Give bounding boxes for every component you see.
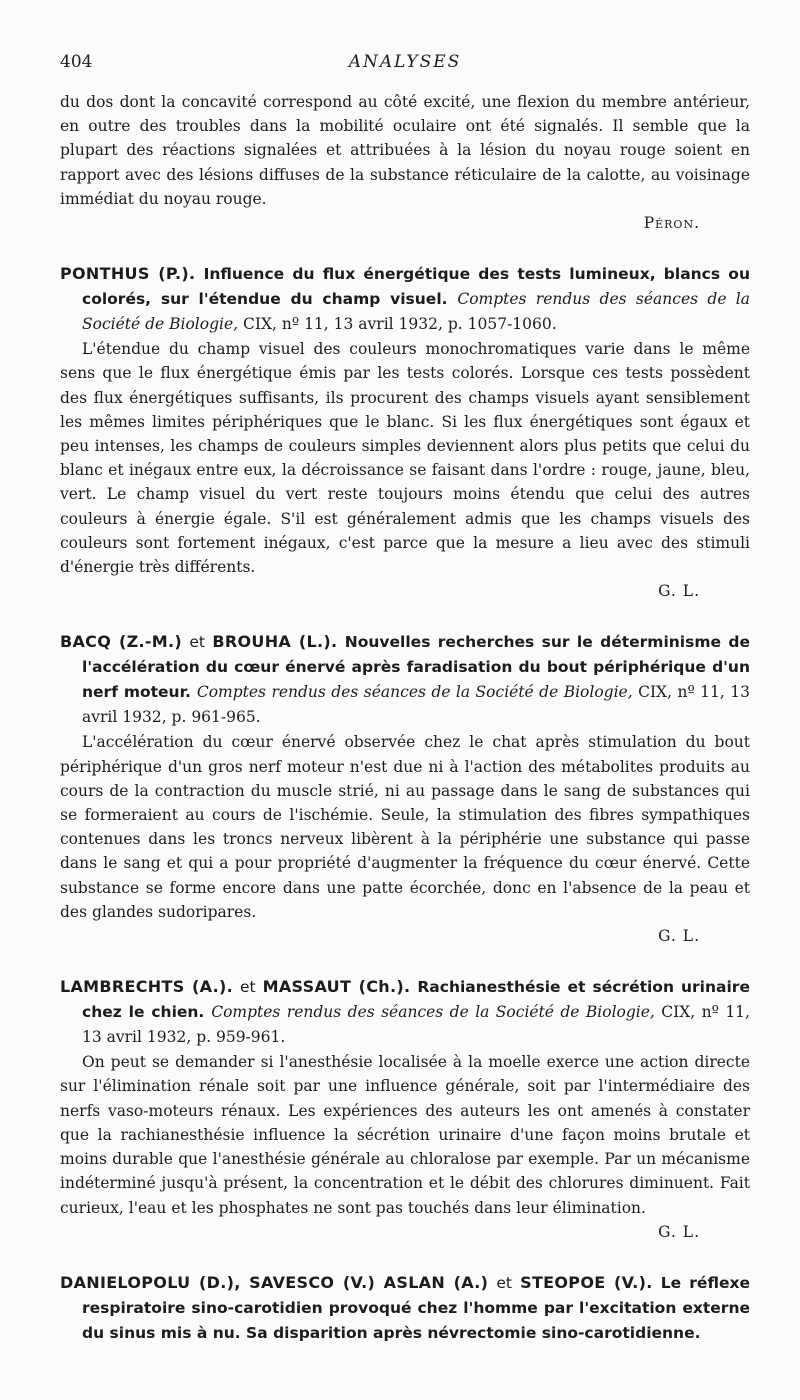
entry-authors-second: BROUHA (L.). [212, 632, 338, 652]
page-content [60, 90, 750, 1346]
entry-body: On peut se demander si l'anesthésie localisée à la moelle exerce une action directe sur l'élimination rénale soit par une influence générale, soit par l'intermédiaire des nerfs vaso-moteurs rénaux. Les expériences des auteurs les ont amenés à constater que la rachianesthésie influence la sécrétion urinaire d'une façon moins brutale et moins durable que l'anesthésie générale au chloralose par exemple. Par un mécanisme indéterminé jusqu'à présent, la concentration et le débit des chlorures diminuent. Fait curieux, l'eau et les phosphates ne sont pas touchés dans leur élimination. [60, 1053, 750, 1217]
review-entry-lambrechts-massaut [60, 974, 750, 1244]
entry-heading [60, 1270, 750, 1346]
entry-authors-connector: et [189, 633, 206, 652]
entry-authors-connector: et [239, 978, 256, 997]
entry-title: Influence du flux énergétique des tests lumineux, blancs ou colorés, sur l'étendue du champ visuel. [82, 265, 750, 309]
entry-title: Le réflexe respiratoire sino-carotidien provoqué chez l'homme par l'excitation externe du sinus mis à nu. Sa disparition après névrectomie sino-carotidienne. [82, 1273, 750, 1342]
page-number: 404 [60, 52, 93, 72]
entry-journal: Comptes rendus des séances de la Société de Biologie, [196, 683, 633, 702]
review-entry-bacq-brouha [60, 629, 750, 948]
running-title: ANALYSES [348, 52, 462, 72]
entry-heading [60, 974, 750, 1050]
entry-signature: G. L. [658, 582, 700, 601]
entry-authors: PONTHUS (P.). [60, 264, 196, 284]
entry-authors-first: BACQ (Z.-M.) [60, 632, 183, 652]
entry-details: CIX, nº 11, 13 avril 1932, p. 961-965. [82, 683, 750, 727]
entry-details: CIX, nº 11, 13 avril 1932, p. 1057-1060. [243, 315, 557, 334]
entry-heading [60, 261, 750, 337]
entry-journal: Comptes rendus des séances de la Société de Biologie, [82, 290, 751, 334]
continued-review [60, 90, 750, 235]
continued-paragraph: du dos dont la concavité correspond au côté excité, une flexion du membre antérieur, en outre des troubles dans la mobilité oculaire ont été signalés. Il semble que la plupart des réactions signalées et attribuées à la lésion du noyau rouge soient en rapport avec des lésions diffuses de la substance réticulaire de la calotte, au voisinage immédiat du noyau rouge. [60, 93, 750, 208]
entry-authors-second: MASSAUT (Ch.). [262, 977, 411, 997]
entry-authors-connector: et [496, 1273, 512, 1292]
review-entry-ponthus [60, 261, 750, 603]
entry-body: L'étendue du champ visuel des couleurs monochromatiques varie dans le même sens que le flux énergétique émis par les tests colorés. Lorsque ces tests possèdent des flux énergétiques suffisants, ils procurent des champs visuels ayant sensiblement les mêmes limites périphériques que le blanc. Si les flux énergétiques sont égaux et peu intenses, les champs de couleurs simples deviennent alors plus petits que celui du blanc et inégaux entre eux, la décroissance se faisant dans l'ordre : rouge, jaune, bleu, vert. Le champ visuel du vert reste toujours moins étendu que celui des autres couleurs à énergie égale. S'il est généralement admis que les champs visuels des couleurs sont fortement inégaux, c'est parce que la mesure a lieu avec des stimuli d'énergie très différents. [60, 340, 750, 577]
entry-details: CIX, nº 11, 13 avril 1932, p. 959-961. [82, 1003, 750, 1047]
entry-authors-second: STEOPOE (V.). [520, 1272, 653, 1292]
page-header [60, 52, 750, 80]
entry-authors-first: LAMBRECHTS (A.). [60, 977, 233, 997]
entry-signature: G. L. [658, 927, 700, 946]
entry-journal: Comptes rendus des séances de la Société de Biologie, [211, 1003, 655, 1022]
entry-authors-first: DANIELOPOLU (D.), SAVESCO (V.) ASLAN (A.) [60, 1272, 489, 1292]
entry-signature: G. L. [658, 1222, 700, 1241]
entry-body: L'accélération du cœur énervé observée chez le chat après stimulation du bout périphérique d'un gros nerf moteur n'est due ni à l'action des métabolites produits au cours de la contraction du muscle strié, ni au passage dans le sang de substances qui se formeraient au cours de l'ischémie. Seule, la stimulation des fibres sympathiques contenues dans les troncs nerveux libèrent à la périphérie une substance qui passe dans le sang et qui a pour propriété d'augmenter la fréquence du cœur énervé. Cette substance se forme encore dans une patte écorchée, donc en l'absence de la peau et des glandes sudoripares. [60, 733, 750, 921]
entry-title: Rachianesthésie et sécrétion urinaire chez le chien. [82, 978, 750, 1022]
entry-heading [60, 629, 750, 730]
review-signature: Péron. [643, 214, 700, 233]
review-entry-danielopolu [60, 1270, 750, 1346]
entry-title: Nouvelles recherches sur le déterminisme de l'accélération du cœur énervé après faradisation du bout périphérique d'un nerf moteur. [82, 633, 750, 702]
